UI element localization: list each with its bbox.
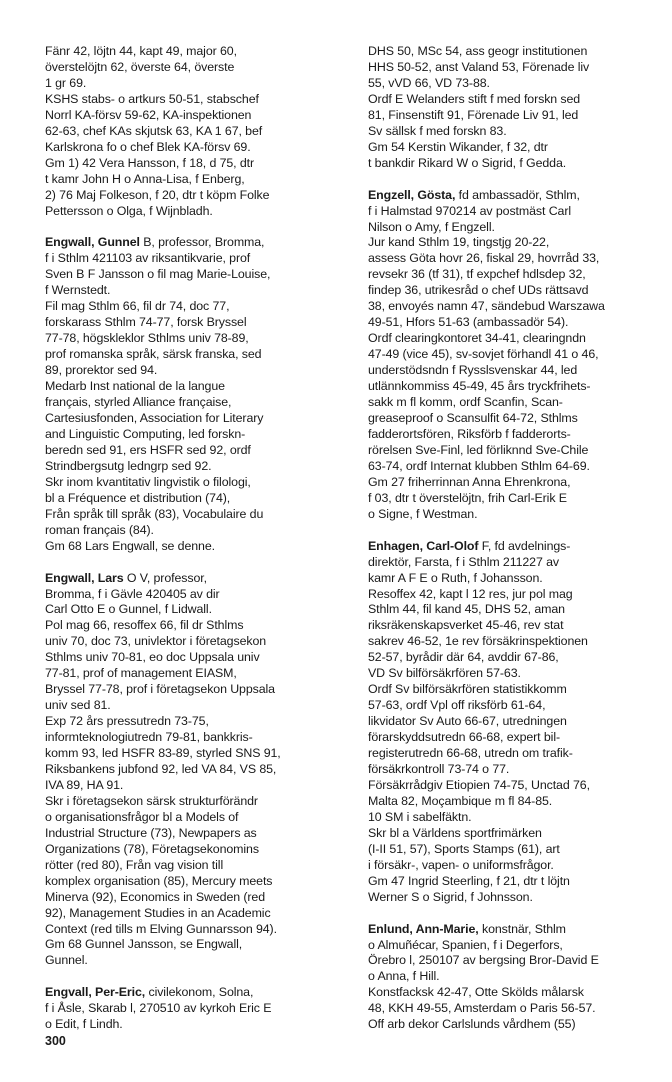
entry-text: greaseproof o Scansulfit 64-72, Sthlms bbox=[368, 410, 578, 425]
text-line bbox=[368, 571, 668, 587]
entry-text: försäkrkontroll 73-74 o 77. bbox=[368, 761, 510, 776]
entry-text: o Edit, f Lindh. bbox=[45, 1017, 123, 1032]
text-line bbox=[368, 985, 668, 1001]
text-line bbox=[368, 762, 668, 778]
entry-text: Ordf clearingkontoret 34-41, clearingndn bbox=[368, 331, 586, 346]
text-line bbox=[45, 363, 350, 379]
entry-text: överstelöjtn 62, överste 64, överste bbox=[45, 59, 235, 74]
text-line bbox=[368, 92, 668, 108]
entry-text: t bankdir Rikard W o Sigrid, f Gedda. bbox=[368, 155, 567, 170]
text-line bbox=[45, 140, 350, 156]
entry-name: Enhagen, Carl-Olof bbox=[368, 538, 479, 553]
text-line bbox=[368, 347, 668, 363]
text-line bbox=[45, 698, 350, 714]
text-line bbox=[368, 331, 668, 347]
text-line bbox=[368, 826, 668, 842]
text-line bbox=[368, 395, 668, 411]
text-line bbox=[368, 124, 668, 140]
text-line bbox=[368, 730, 668, 746]
entry-text: 47-49 (vice 45), sv-sovjet förhandl 41 o 46, bbox=[368, 347, 599, 362]
text-line bbox=[368, 459, 668, 475]
text-line bbox=[368, 363, 668, 379]
entry-text: Cartesiusfonden, Association for Literary bbox=[45, 410, 264, 425]
text-line bbox=[368, 953, 668, 969]
entry-text: utlännkommiss 45-49, 45 års tryckfrihets- bbox=[368, 379, 591, 394]
entry-text: forskarass Sthlm 74-77, forsk Bryssel bbox=[45, 315, 247, 330]
text-line bbox=[368, 251, 668, 267]
entry-text: Pol mag 66, resoffex 66, fil dr Sthlms bbox=[45, 618, 244, 633]
text-line bbox=[368, 890, 668, 906]
text-line bbox=[368, 1001, 668, 1017]
text-line bbox=[368, 220, 668, 236]
entry-text: Örebro l, 250107 av bergsing Bror-David E bbox=[368, 953, 599, 968]
entry-text: 48, KKH 49-55, Amsterdam o Paris 56-57. bbox=[368, 1001, 596, 1016]
entry-text: univ 70, doc 73, univlektor i företagsekon bbox=[45, 634, 267, 649]
entry-enhagen-carl-olof bbox=[368, 539, 668, 906]
text-line bbox=[45, 587, 350, 603]
text-line bbox=[45, 778, 350, 794]
entry-name: Engwall, Gunnel bbox=[45, 235, 140, 250]
entry-text: Organizations (78), Företagsekonomins bbox=[45, 841, 259, 856]
text-line bbox=[368, 555, 668, 571]
text-line bbox=[45, 571, 350, 587]
entry-text: Strindbergsutg ledngrp sed 92. bbox=[45, 458, 212, 473]
entry-text: f 03, dtr t överstelöjtn, frih Carl-Erik E bbox=[368, 490, 567, 505]
entry-text: Konstfacksk 42-47, Otte Skölds målarsk bbox=[368, 985, 584, 1000]
entry-text: Resoffex 42, kapt l 12 res, jur pol mag bbox=[368, 586, 573, 601]
entry-text: Gm 54 Kerstin Wikander, f 32, dtr bbox=[368, 139, 548, 154]
text-line bbox=[45, 650, 350, 666]
entry-text: prof romanska språk, särsk franska, sed bbox=[45, 347, 262, 362]
text-line bbox=[45, 858, 350, 874]
entry-text: 49-51, Hfors 51-63 (ambassadör 54). bbox=[368, 315, 569, 330]
entry-text: 62-63, chef KAs skjutsk 63, KA 1 67, bef bbox=[45, 123, 263, 138]
text-line bbox=[45, 411, 350, 427]
text-line bbox=[45, 746, 350, 762]
entry-text: Gunnel. bbox=[45, 953, 88, 968]
text-line bbox=[368, 140, 668, 156]
entry-text: civilekonom, Solna, bbox=[145, 985, 254, 1000]
entry-text: fd ambassadör, Sthlm, bbox=[455, 187, 580, 202]
entry-text: 1 gr 69. bbox=[45, 75, 87, 90]
entry-text: förarskyddsutredn 66-68, expert bil- bbox=[368, 730, 560, 745]
text-line bbox=[368, 188, 668, 204]
entry-text: revsekr 36 (tf 31), tf expchef hdlsdep 32, bbox=[368, 267, 586, 282]
text-line bbox=[45, 666, 350, 682]
text-line bbox=[45, 874, 350, 890]
text-line bbox=[368, 491, 668, 507]
entry-text: Sthlm 44, fil kand 45, DHS 52, aman bbox=[368, 602, 565, 617]
entry-text: DHS 50, MSc 54, ass geogr institutionen bbox=[368, 44, 588, 58]
text-line bbox=[45, 331, 350, 347]
entry-text: Nilson o Amy, f Engzell. bbox=[368, 219, 495, 234]
text-line bbox=[45, 76, 350, 92]
entry-text: Exp 72 års pressutredn 73-75, bbox=[45, 714, 209, 729]
text-line bbox=[368, 44, 668, 60]
entry-text: o Signe, f Westman. bbox=[368, 506, 478, 521]
text-line bbox=[368, 283, 668, 299]
entry-text: 89, prorektor sed 94. bbox=[45, 363, 158, 378]
entry-text: 38, envoyés namn 47, sändebud Warszawa bbox=[368, 299, 605, 314]
entry-text: fadderortsfören, Riksförb f fadderorts- bbox=[368, 426, 571, 441]
entry-enlund-ann-marie bbox=[368, 922, 668, 1034]
text-line bbox=[368, 938, 668, 954]
entry-text: 77-78, högskleklor Sthlms univ 78-89, bbox=[45, 331, 249, 346]
entry-engwall-lars bbox=[45, 571, 350, 970]
entry-text: Sven B F Jansson o fil mag Marie-Louise, bbox=[45, 267, 271, 282]
entry-text: Skr bl a Världens sportfrimärken bbox=[368, 825, 542, 840]
entry-text: F, fd avdelnings- bbox=[478, 538, 571, 553]
entry-engwall-gunnel bbox=[45, 235, 350, 554]
entry-name: Engzell, Gösta, bbox=[368, 187, 456, 202]
entry-text: Försäkrrådgiv Etiopien 74-75, Unctad 76, bbox=[368, 777, 590, 792]
text-line bbox=[45, 953, 350, 969]
text-line bbox=[45, 283, 350, 299]
text-line bbox=[368, 858, 668, 874]
text-line bbox=[368, 108, 668, 124]
text-line bbox=[45, 204, 350, 220]
right-column bbox=[368, 44, 668, 1049]
text-line bbox=[45, 491, 350, 507]
entry-text: Gm 68 Gunnel Jansson, se Engwall, bbox=[45, 937, 243, 952]
text-line bbox=[45, 810, 350, 826]
text-line bbox=[368, 235, 668, 251]
text-line bbox=[45, 92, 350, 108]
entry-text: 77-81, prof of management EIASM, bbox=[45, 666, 237, 681]
text-line bbox=[368, 443, 668, 459]
entry-text: direktör, Farsta, f i Sthlm 211227 av bbox=[368, 554, 559, 569]
text-line bbox=[45, 730, 350, 746]
text-line bbox=[368, 618, 668, 634]
text-line bbox=[368, 267, 668, 283]
entry-text: t kamr John H o Anna-Lisa, f Enberg, bbox=[45, 171, 245, 186]
entry-text: univ sed 81. bbox=[45, 698, 111, 713]
text-line bbox=[368, 969, 668, 985]
entry-text: Fänr 42, löjtn 44, kapt 49, major 60, bbox=[45, 44, 237, 58]
text-line bbox=[45, 44, 350, 60]
text-line bbox=[45, 985, 350, 1001]
text-line bbox=[45, 1001, 350, 1017]
text-line bbox=[45, 267, 350, 283]
entry-text: assess Göta hovr 26, fiskal 29, hovrråd 33, bbox=[368, 251, 600, 266]
entry-text: Ordf Sv bilförsäkrfören statistikkomm bbox=[368, 682, 567, 697]
entry-text: f Wernstedt. bbox=[45, 283, 111, 298]
page-number: 300 bbox=[45, 1034, 66, 1048]
text-line bbox=[45, 347, 350, 363]
text-line bbox=[45, 395, 350, 411]
text-line bbox=[368, 794, 668, 810]
entry-text: Jur kand Sthlm 19, tingstjg 20-22, bbox=[368, 235, 550, 250]
entry-text: likvidator Sv Auto 66-67, utredningen bbox=[368, 714, 567, 729]
entry-text: Fil mag Sthlm 66, fil dr 74, doc 77, bbox=[45, 299, 230, 314]
entry-text: o Almuñécar, Spanien, f i Degerfors, bbox=[368, 937, 563, 952]
entry-engzell-gosta bbox=[368, 188, 668, 523]
text-line bbox=[368, 778, 668, 794]
entry-text: konstnär, Sthlm bbox=[478, 921, 566, 936]
entry-text: 2) 76 Maj Folkeson, f 20, dtr t köpm Folke bbox=[45, 187, 270, 202]
text-line bbox=[45, 427, 350, 443]
entry-continued bbox=[45, 44, 350, 219]
text-line bbox=[45, 523, 350, 539]
entry-name: Engvall, Per-Eric, bbox=[45, 985, 146, 1000]
entry-text: 63-74, ordf Internat klubben Sthlm 64-69. bbox=[368, 458, 590, 473]
text-line bbox=[368, 156, 668, 172]
entry-text: and Linguistic Computing, led forskn- bbox=[45, 426, 246, 441]
text-line bbox=[368, 602, 668, 618]
text-line bbox=[45, 762, 350, 778]
text-line bbox=[45, 60, 350, 76]
entry-text: sakk m fl komm, ordf Scanfin, Scan- bbox=[368, 395, 563, 410]
entry-text: findep 36, utrikesråd o chef UDs rättsavd bbox=[368, 283, 589, 298]
text-line bbox=[45, 618, 350, 634]
entry-text: Från språk till språk (83), Vocabulaire du bbox=[45, 506, 264, 521]
entry-text: HHS 50-52, anst Valand 53, Förenade liv bbox=[368, 59, 590, 74]
entry-text: Bromma, f i Gävle 420405 av dir bbox=[45, 586, 220, 601]
entry-text: Werner S o Sigrid, f Johnsson. bbox=[368, 889, 533, 904]
text-line bbox=[45, 315, 350, 331]
text-line bbox=[368, 299, 668, 315]
entry-text: Pettersson o Olga, f Wijnbladh. bbox=[45, 203, 213, 218]
text-line bbox=[368, 698, 668, 714]
entry-text: komm 93, led HSFR 83-89, styrled SNS 91, bbox=[45, 746, 281, 761]
entry-text: Gm 1) 42 Vera Hansson, f 18, d 75, dtr bbox=[45, 155, 255, 170]
entry-text: O V, professor, bbox=[123, 570, 207, 585]
left-column bbox=[45, 44, 350, 1049]
entry-text: 57-63, ordf Vpl off riksförb 61-64, bbox=[368, 698, 546, 713]
text-line bbox=[45, 906, 350, 922]
text-line bbox=[45, 235, 350, 251]
entry-text: Sv sällsk f med forskn 83. bbox=[368, 123, 507, 138]
text-line bbox=[368, 810, 668, 826]
text-line bbox=[368, 475, 668, 491]
entry-text: Medarb Inst national de la langue bbox=[45, 379, 225, 394]
text-line bbox=[368, 427, 668, 443]
text-line bbox=[45, 507, 350, 523]
text-line bbox=[45, 124, 350, 140]
entry-text: kamr A F E o Ruth, f Johansson. bbox=[368, 570, 543, 585]
entry-text: (I-II 51, 57), Sports Stamps (61), art bbox=[368, 841, 560, 856]
text-line bbox=[368, 411, 668, 427]
text-line bbox=[45, 1017, 350, 1033]
text-line bbox=[45, 890, 350, 906]
text-line bbox=[45, 714, 350, 730]
entry-text: Malta 82, Moçambique m fl 84-85. bbox=[368, 793, 553, 808]
entry-text: o organisationsfrågor bl a Models of bbox=[45, 809, 239, 824]
entry-text: rötter (red 80), Från vag vision till bbox=[45, 857, 224, 872]
text-line bbox=[45, 602, 350, 618]
entry-text: Ordf E Welanders stift f med forskn sed bbox=[368, 91, 581, 106]
entry-text: 10 SM i sabelfäktn. bbox=[368, 809, 472, 824]
text-line bbox=[45, 682, 350, 698]
text-line bbox=[368, 315, 668, 331]
text-line bbox=[45, 937, 350, 953]
text-line bbox=[45, 475, 350, 491]
entry-text: B, professor, Bromma, bbox=[139, 235, 265, 250]
text-line bbox=[45, 842, 350, 858]
text-line bbox=[368, 746, 668, 762]
entry-text: Bryssel 77-78, prof i företagsekon Uppsala bbox=[45, 682, 275, 697]
text-line bbox=[45, 156, 350, 172]
entry-text: f i Åsle, Skarab l, 270510 av kyrkoh Eric E bbox=[45, 1001, 272, 1016]
text-line bbox=[368, 539, 668, 555]
entry-text: 92), Management Studies in an Academic bbox=[45, 905, 271, 920]
entry-text: f i Halmstad 970214 av postmäst Carl bbox=[368, 203, 572, 218]
text-line bbox=[368, 666, 668, 682]
entry-text: Karlskrona fo o chef Blek KA-försv 69. bbox=[45, 139, 251, 154]
text-line bbox=[368, 1017, 668, 1033]
text-line bbox=[368, 60, 668, 76]
entry-text: Off arb dekor Carlslunds vårdhem (55) bbox=[368, 1017, 576, 1032]
entry-text: informteknologiutredn 79-81, bankkris- bbox=[45, 730, 253, 745]
entry-text: Context (red tills m Elving Gunnarsson 94). bbox=[45, 921, 277, 936]
entry-text: KSHS stabs- o artkurs 50-51, stabschef bbox=[45, 91, 259, 106]
text-line bbox=[368, 379, 668, 395]
text-line bbox=[45, 188, 350, 204]
entry-text: Skr i företagsekon särsk strukturförändr bbox=[45, 793, 258, 808]
entry-name: Engwall, Lars bbox=[45, 570, 124, 585]
entry-text: Skr inom kvantitativ lingvistik o filologi, bbox=[45, 474, 251, 489]
entry-text: 55, vVD 66, VD 73-88. bbox=[368, 75, 490, 90]
text-line bbox=[368, 507, 668, 523]
text-line bbox=[368, 650, 668, 666]
text-line bbox=[368, 76, 668, 92]
text-line bbox=[45, 172, 350, 188]
entry-text: i försäkr-, vapen- o uniformsfrågor. bbox=[368, 857, 554, 872]
entry-text: Industrial Structure (73), Newpapers as bbox=[45, 825, 257, 840]
entry-text: roman français (84). bbox=[45, 522, 154, 537]
text-line bbox=[45, 826, 350, 842]
entry-name: Enlund, Ann-Marie, bbox=[368, 921, 479, 936]
text-line bbox=[368, 634, 668, 650]
entry-text: Gm 47 Ingrid Steerling, f 21, dtr t löjtn bbox=[368, 873, 570, 888]
entry-text: Gm 68 Lars Engwall, se denne. bbox=[45, 538, 215, 553]
text-line bbox=[45, 379, 350, 395]
entry-text: f i Sthlm 421103 av riksantikvarie, prof bbox=[45, 251, 251, 266]
text-line bbox=[368, 682, 668, 698]
text-line bbox=[45, 459, 350, 475]
entry-text: 81, Finsenstift 91, Förenade Liv 91, led bbox=[368, 107, 579, 122]
text-line bbox=[368, 714, 668, 730]
entry-text: Carl Otto E o Gunnel, f Lidwall. bbox=[45, 602, 212, 617]
entry-text: Gm 27 friherrinnan Anna Ehrenkrona, bbox=[368, 474, 571, 489]
entry-continued bbox=[368, 44, 668, 172]
entry-text: VD Sv bilförsäkrfören 57-63. bbox=[368, 666, 521, 681]
entry-text: understödsndn f Rysslsvenskar 44, led bbox=[368, 363, 578, 378]
text-line bbox=[45, 794, 350, 810]
text-line bbox=[368, 874, 668, 890]
entry-text: Norrl KA-försv 59-62, KA-inspektionen bbox=[45, 107, 252, 122]
entry-text: Minerva (92), Economics in Sweden (red bbox=[45, 889, 266, 904]
entry-text: Riksbankens jubfond 92, led VA 84, VS 85, bbox=[45, 761, 277, 776]
text-line bbox=[368, 587, 668, 603]
text-line bbox=[45, 299, 350, 315]
entry-text: o Anna, f Hill. bbox=[368, 969, 440, 984]
text-line bbox=[368, 922, 668, 938]
text-line bbox=[45, 922, 350, 938]
entry-text: registerutredn 66-68, utredn om trafik- bbox=[368, 746, 573, 761]
entry-text: rörelsen Sve-Finl, led förliknnd Sve-Chile bbox=[368, 442, 589, 457]
text-line bbox=[45, 443, 350, 459]
entry-text: 52-57, byrådir där 64, avddir 67-86, bbox=[368, 650, 559, 665]
entry-text: bl a Fréquence et distribution (74), bbox=[45, 490, 231, 505]
text-line bbox=[45, 539, 350, 555]
text-line bbox=[45, 108, 350, 124]
text-line bbox=[368, 842, 668, 858]
text-line bbox=[368, 204, 668, 220]
entry-text: sakrev 46-52, 1e rev försäkrinspektionen bbox=[368, 634, 588, 649]
entry-text: beredn sed 91, ers HSFR sed 92, ordf bbox=[45, 442, 251, 457]
entry-engvall-per-eric bbox=[45, 985, 350, 1033]
text-line bbox=[45, 634, 350, 650]
entry-text: komplex organisation (85), Mercury meets bbox=[45, 873, 273, 888]
entry-text: Sthlms univ 70-81, eo doc Uppsala univ bbox=[45, 650, 260, 665]
text-line bbox=[45, 251, 350, 267]
entry-text: français, styrled Alliance française, bbox=[45, 395, 232, 410]
entry-text: IVA 89, HA 91. bbox=[45, 777, 124, 792]
entry-text: riksräkenskapsverket 45-46, rev stat bbox=[368, 618, 564, 633]
